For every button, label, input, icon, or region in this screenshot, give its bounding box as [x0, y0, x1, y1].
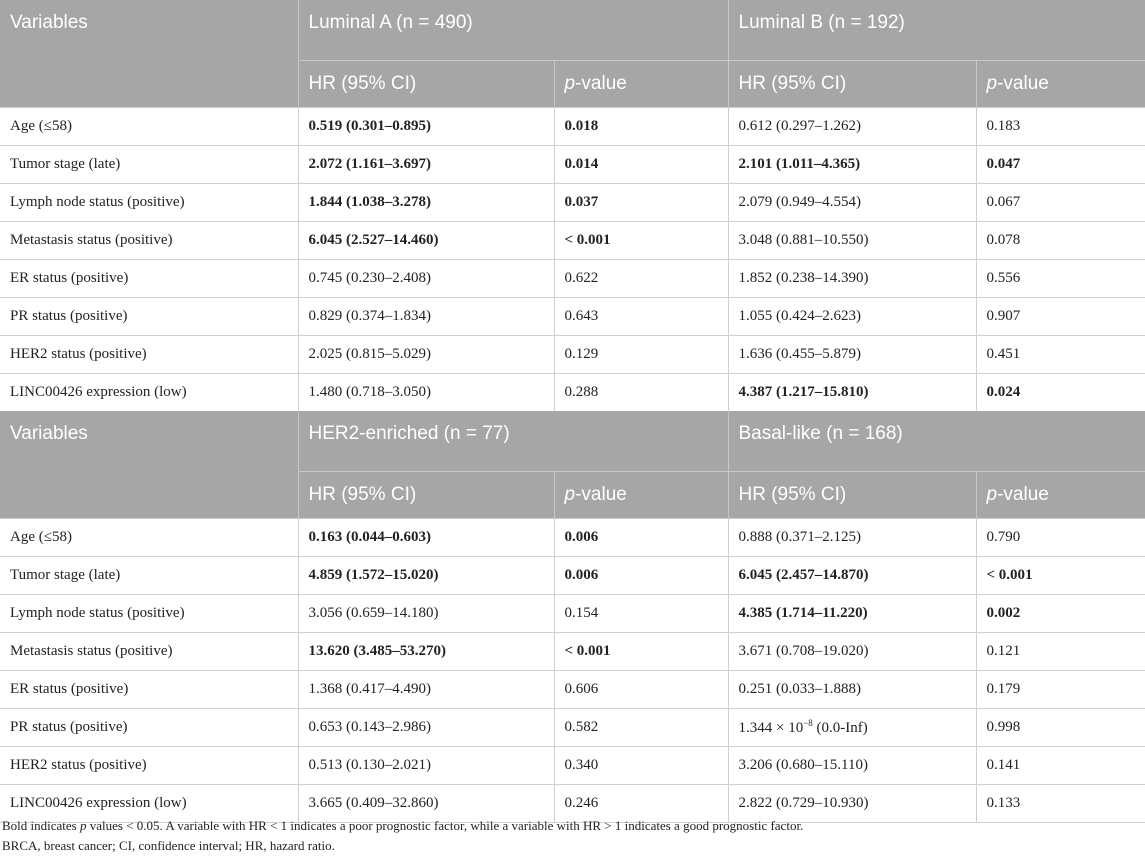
table-row	[0, 146, 1145, 184]
p-value-header: p-value	[554, 472, 728, 519]
p-cell: 0.154	[554, 595, 728, 633]
hr-cell: 0.888 (0.371–2.125)	[728, 519, 976, 557]
p-cell: 0.622	[554, 260, 728, 298]
hr-cell: 6.045 (2.457–14.870)	[728, 557, 976, 595]
table-row	[0, 747, 1145, 785]
group-header-basal-like: Basal-like (n = 168)	[728, 411, 1145, 472]
variables-header-spacer	[0, 61, 298, 108]
variables-header: Variables	[0, 411, 298, 472]
p-cell: 0.340	[554, 747, 728, 785]
table-row	[0, 222, 1145, 260]
p-cell: 0.606	[554, 671, 728, 709]
p-cell: 0.006	[554, 519, 728, 557]
hr-cell: 6.045 (2.527–14.460)	[298, 222, 554, 260]
hr-cell: 2.072 (1.161–3.697)	[298, 146, 554, 184]
p-cell: 0.002	[976, 595, 1145, 633]
variable-cell: Age (≤58)	[0, 108, 298, 146]
hr-cell: 3.048 (0.881–10.550)	[728, 222, 976, 260]
p-cell: 0.582	[554, 709, 728, 747]
hr-cell: 0.251 (0.033–1.888)	[728, 671, 976, 709]
hr-header: HR (95% CI)	[728, 61, 976, 108]
hr-cell: 1.480 (0.718–3.050)	[298, 374, 554, 412]
variable-cell: ER status (positive)	[0, 260, 298, 298]
p-cell: 0.556	[976, 260, 1145, 298]
subheader-row	[0, 61, 1145, 108]
table-row	[0, 184, 1145, 222]
p-cell: 0.024	[976, 374, 1145, 412]
hr-cell: 0.513 (0.130–2.021)	[298, 747, 554, 785]
hr-header: HR (95% CI)	[298, 61, 554, 108]
p-cell: 0.643	[554, 298, 728, 336]
variable-cell: ER status (positive)	[0, 671, 298, 709]
table-footnotes	[0, 816, 1140, 856]
variable-cell: Lymph node status (positive)	[0, 595, 298, 633]
variables-header: Variables	[0, 0, 298, 61]
table-row	[0, 260, 1145, 298]
hr-cell: 3.206 (0.680–15.110)	[728, 747, 976, 785]
table-row	[0, 108, 1145, 146]
p-cell: 0.141	[976, 747, 1145, 785]
variable-cell: Metastasis status (positive)	[0, 222, 298, 260]
p-cell: 0.246	[554, 785, 728, 823]
variable-cell: HER2 status (positive)	[0, 747, 298, 785]
p-cell: 0.790	[976, 519, 1145, 557]
hr-cell: 1.852 (0.238–14.390)	[728, 260, 976, 298]
table-row	[0, 595, 1145, 633]
p-cell: 0.006	[554, 557, 728, 595]
group-header-her2-enriched: HER2-enriched (n = 77)	[298, 411, 728, 472]
p-cell: 0.183	[976, 108, 1145, 146]
variable-cell: Lymph node status (positive)	[0, 184, 298, 222]
hr-cell: 1.055 (0.424–2.623)	[728, 298, 976, 336]
variable-cell: LINC00426 expression (low)	[0, 785, 298, 823]
hr-cell: $1.344 \times 10^{-8}$ (0.0-Inf)	[728, 709, 976, 747]
hr-cell: 13.620 (3.485–53.270)	[298, 633, 554, 671]
p-cell: 0.018	[554, 108, 728, 146]
table-row	[0, 298, 1145, 336]
p-value-header: p-value	[976, 61, 1145, 108]
p-cell: < 0.001	[554, 222, 728, 260]
p-cell: 0.037	[554, 184, 728, 222]
table-row	[0, 336, 1145, 374]
p-cell: < 0.001	[554, 633, 728, 671]
hr-header: HR (95% CI)	[298, 472, 554, 519]
hr-cell: 3.056 (0.659–14.180)	[298, 595, 554, 633]
p-cell: 0.067	[976, 184, 1145, 222]
p-cell: 0.288	[554, 374, 728, 412]
p-cell: 0.047	[976, 146, 1145, 184]
variable-cell: Metastasis status (positive)	[0, 633, 298, 671]
table-row	[0, 519, 1145, 557]
section-header-row	[0, 411, 1145, 472]
section-header-row	[0, 0, 1145, 61]
p-cell: 0.451	[976, 336, 1145, 374]
hr-cell: 2.101 (1.011–4.365)	[728, 146, 976, 184]
p-cell: 0.133	[976, 785, 1145, 823]
p-cell: 0.998	[976, 709, 1145, 747]
group-header-luminal-a: Luminal A (n = 490)	[298, 0, 728, 61]
subheader-row	[0, 472, 1145, 519]
variable-cell: Tumor stage (late)	[0, 557, 298, 595]
p-cell: 0.907	[976, 298, 1145, 336]
variables-header-spacer	[0, 472, 298, 519]
hr-cell: 0.653 (0.143–2.986)	[298, 709, 554, 747]
hr-cell: 4.859 (1.572–15.020)	[298, 557, 554, 595]
hr-cell: 2.079 (0.949–4.554)	[728, 184, 976, 222]
p-value-header: p-value	[554, 61, 728, 108]
hr-cell: 0.612 (0.297–1.262)	[728, 108, 976, 146]
p-cell: 0.121	[976, 633, 1145, 671]
hr-cell: 2.822 (0.729–10.930)	[728, 785, 976, 823]
footnote-significance: Bold indicates p values < 0.05. A variable with HR < 1 indicates a poor prognostic factor, while a variable with HR > 1 indicates a good prognostic factor.	[2, 818, 804, 833]
p-cell: 0.179	[976, 671, 1145, 709]
table-row	[0, 557, 1145, 595]
hr-cell: 1.636 (0.455–5.879)	[728, 336, 976, 374]
footnote-abbreviations: BRCA, breast cancer; CI, confidence interval; HR, hazard ratio.	[2, 838, 335, 853]
hr-cell: 1.844 (1.038–3.278)	[298, 184, 554, 222]
table-row	[0, 374, 1145, 412]
variable-cell: Age (≤58)	[0, 519, 298, 557]
hr-cell: 0.829 (0.374–1.834)	[298, 298, 554, 336]
variable-cell: HER2 status (positive)	[0, 336, 298, 374]
hr-cell: 0.745 (0.230–2.408)	[298, 260, 554, 298]
hr-cell: 0.519 (0.301–0.895)	[298, 108, 554, 146]
hr-cell: 3.671 (0.708–19.020)	[728, 633, 976, 671]
variable-cell: LINC00426 expression (low)	[0, 374, 298, 412]
p-cell: 0.078	[976, 222, 1145, 260]
variable-cell: PR status (positive)	[0, 709, 298, 747]
hr-cell: 4.385 (1.714–11.220)	[728, 595, 976, 633]
p-cell: < 0.001	[976, 557, 1145, 595]
p-cell: 0.129	[554, 336, 728, 374]
hr-cell: 3.665 (0.409–32.860)	[298, 785, 554, 823]
hr-cell: 1.368 (0.417–4.490)	[298, 671, 554, 709]
table-row	[0, 671, 1145, 709]
p-value-header: p-value	[976, 472, 1145, 519]
hr-cell: 2.025 (0.815–5.029)	[298, 336, 554, 374]
table-row	[0, 709, 1145, 747]
hr-header: HR (95% CI)	[728, 472, 976, 519]
variable-cell: PR status (positive)	[0, 298, 298, 336]
hr-cell: 4.387 (1.217–15.810)	[728, 374, 976, 412]
hr-cell: 0.163 (0.044–0.603)	[298, 519, 554, 557]
variable-cell: Tumor stage (late)	[0, 146, 298, 184]
p-cell: 0.014	[554, 146, 728, 184]
group-header-luminal-b: Luminal B (n = 192)	[728, 0, 1145, 61]
table-row	[0, 633, 1145, 671]
